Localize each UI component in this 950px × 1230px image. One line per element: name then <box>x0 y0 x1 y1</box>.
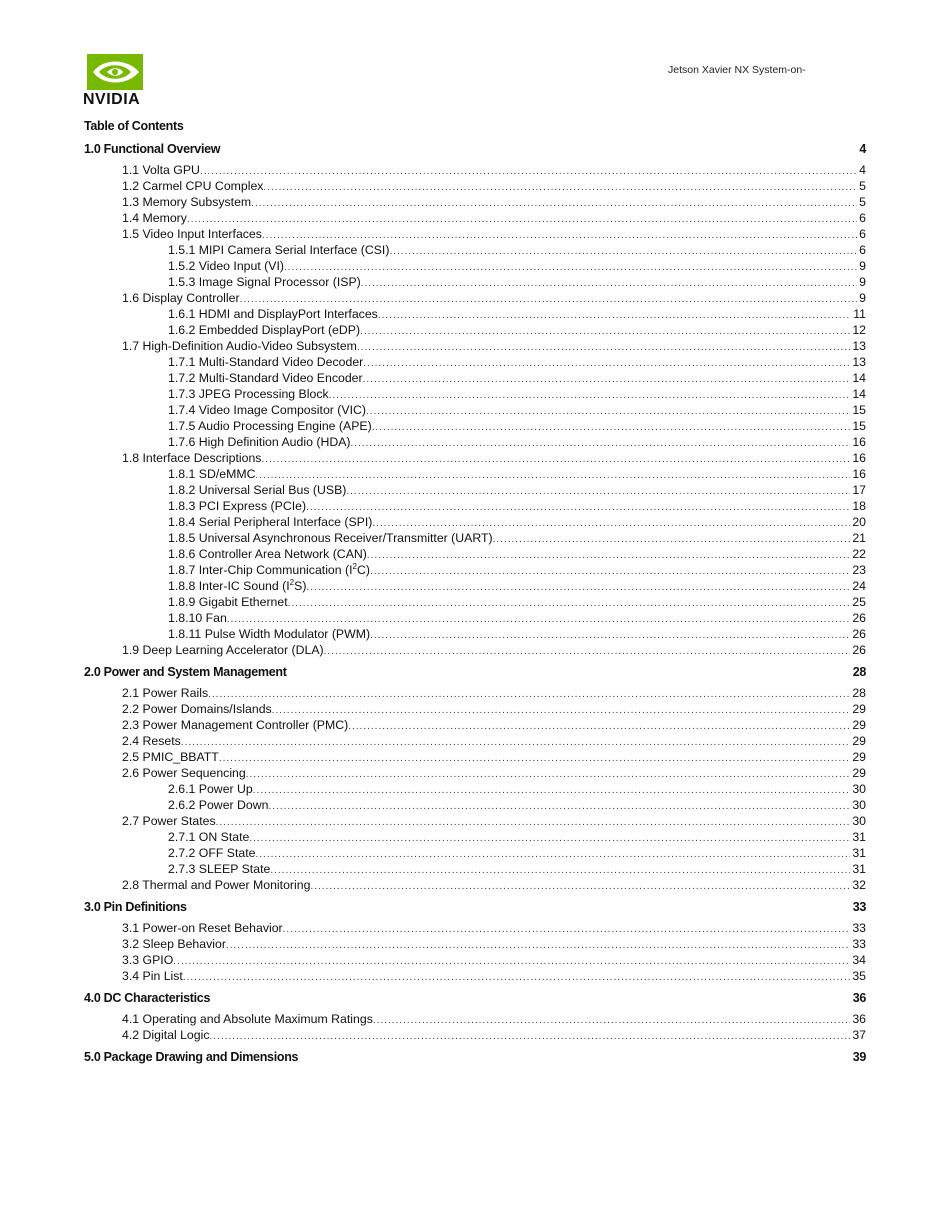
toc-entry-page: 29 <box>852 702 866 716</box>
toc-entry-title: 2.3 Power Management Controller (PMC) <box>122 718 349 732</box>
toc-entry-title: 1.7.4 Video Image Compositor (VIC) <box>168 403 366 417</box>
toc-entry-title: 2.7.1 ON State <box>168 830 250 844</box>
toc-entry-title: 1.4 Memory <box>122 211 187 225</box>
toc-leader-dots <box>366 406 850 417</box>
toc-entry-page: 23 <box>852 563 866 577</box>
toc-leader-dots <box>219 753 851 764</box>
toc-entry[interactable] <box>84 339 866 355</box>
toc-entry-page: 9 <box>859 275 866 289</box>
toc-leader-dots <box>200 166 857 177</box>
toc-entry-page: 14 <box>852 387 866 401</box>
toc-leader-dots <box>357 342 850 353</box>
toc-entry[interactable] <box>84 467 866 483</box>
toc-entry-title: 1.7.1 Multi-Standard Video Decoder <box>168 355 364 369</box>
toc-entry[interactable] <box>84 371 866 387</box>
toc-leader-dots <box>226 940 850 951</box>
toc-entry-title: 1.8.3 PCI Express (PCIe) <box>168 499 307 513</box>
toc-entry[interactable] <box>84 921 866 937</box>
toc-entry[interactable] <box>84 259 866 275</box>
toc-entry-title: 2.8 Thermal and Power Monitoring <box>122 878 311 892</box>
toc-entry-title: 1.7.6 High Definition Audio (HDA) <box>168 435 351 449</box>
toc-entry-title: 2.7.2 OFF State <box>168 846 256 860</box>
toc-entry-page: 36 <box>852 1012 866 1026</box>
toc-entry[interactable] <box>84 969 866 985</box>
toc-leader-dots <box>181 737 851 748</box>
toc-entry-page: 29 <box>852 734 866 748</box>
toc-entry-title: 1.5.3 Image Signal Processor (ISP) <box>168 275 361 289</box>
toc-entry[interactable] <box>84 1028 866 1044</box>
toc-entry-page: 29 <box>852 766 866 780</box>
toc-leader-dots <box>246 769 851 780</box>
toc-entry[interactable] <box>84 531 866 547</box>
toc-leader-dots <box>284 262 857 273</box>
toc-leader-dots <box>351 438 851 449</box>
toc-entry-title: 1.5.1 MIPI Camera Serial Interface (CSI) <box>168 243 390 257</box>
toc-entry[interactable] <box>84 387 866 403</box>
toc-leader-dots <box>227 614 851 625</box>
toc-entry-title: 1.8.8 Inter-IC Sound $(I^2S)$ <box>168 579 307 593</box>
toc-entry-page: 15 <box>852 419 866 433</box>
toc-leader-dots <box>493 534 851 545</box>
toc-entry-title: 1.7.5 Audio Processing Engine (APE) <box>168 419 372 433</box>
toc-leader-dots <box>272 705 851 716</box>
toc-entry-page: 16 <box>852 467 866 481</box>
toc-entry-title: 1.7.2 Multi-Standard Video Encoder <box>168 371 363 385</box>
toc-entry-page: 32 <box>852 878 866 892</box>
toc-leader-dots <box>261 454 850 465</box>
toc-entry[interactable] <box>84 734 866 750</box>
toc-entry-title: 1.8.4 Serial Peripheral Interface (SPI) <box>168 515 373 529</box>
toc-entry-page: 13 <box>852 339 866 353</box>
toc-entry[interactable] <box>84 830 866 846</box>
toc-section-heading[interactable] <box>84 142 866 158</box>
toc-section-title: 5.0 Package Drawing and Dimensions <box>84 1050 299 1064</box>
toc-entry-title: 2.6.2 Power Down <box>168 798 269 812</box>
toc-leader-dots <box>306 502 850 513</box>
toc-entry-title: 4.2 Digital Logic <box>122 1028 210 1042</box>
toc-leader-dots <box>346 486 850 497</box>
toc-entry-title: 1.8.11 Pulse Width Modulator (PWM) <box>168 627 371 641</box>
toc-entry[interactable] <box>84 179 866 195</box>
toc-entry[interactable] <box>84 291 866 307</box>
toc-entry-page: 26 <box>852 627 866 641</box>
toc-section-heading[interactable] <box>84 1050 866 1066</box>
toc-leader-dots <box>373 1015 850 1026</box>
toc-entry-page: 11 <box>853 307 866 321</box>
toc-entry[interactable] <box>84 798 866 814</box>
toc-entry-page: 6 <box>859 243 866 257</box>
toc-section-page: 28 <box>852 665 866 679</box>
toc-entry-title: 1.8.5 Universal Asynchronous Receiver/Transmitter (UART) <box>168 531 493 545</box>
toc-entry-title: 1.5 Video Input Interfaces <box>122 227 262 241</box>
toc-section-heading[interactable] <box>84 665 866 681</box>
toc-leader-dots <box>240 294 858 305</box>
toc-section-title: 1.0 Functional Overview <box>84 142 221 156</box>
toc-entry[interactable] <box>84 862 866 878</box>
toc-entry[interactable] <box>84 782 866 798</box>
toc-entry[interactable] <box>84 953 866 969</box>
toc-entry[interactable] <box>84 1012 866 1028</box>
toc-entry-page: 26 <box>852 611 866 625</box>
toc-entry-page: 35 <box>852 969 866 983</box>
toc-entry-title: 1.6.1 HDMI and DisplayPort Interfaces <box>168 307 378 321</box>
toc-entry-title: 3.4 Pin List <box>122 969 183 983</box>
toc-entry-page: 17 <box>852 483 866 497</box>
toc-entry-title: 1.8 Interface Descriptions <box>122 451 262 465</box>
toc-entry-page: 26 <box>852 643 866 657</box>
toc-entry-title: 1.1 Volta GPU <box>122 163 200 177</box>
toc-entry[interactable] <box>84 419 866 435</box>
toc-entry-page: 25 <box>852 595 866 609</box>
toc-entry[interactable] <box>84 846 866 862</box>
toc-entry[interactable] <box>84 627 866 643</box>
toc-entry-page: 34 <box>852 953 866 967</box>
toc-entry[interactable] <box>84 451 866 467</box>
toc-entry-title: 1.8.6 Controller Area Network (CAN) <box>168 547 367 561</box>
toc-entry-page: 33 <box>852 921 866 935</box>
toc-entry[interactable] <box>84 499 866 515</box>
toc-entry-title: 1.8.9 Gigabit Ethernet <box>168 595 288 609</box>
toc-section-page: 33 <box>852 900 866 914</box>
toc-entry-title: 2.2 Power Domains/Islands <box>122 702 272 716</box>
nvidia-logo <box>83 54 155 110</box>
toc-entry[interactable] <box>84 643 866 659</box>
toc-entry-page: 24 <box>852 579 866 593</box>
toc-entry[interactable] <box>84 403 866 419</box>
toc-leader-dots <box>208 689 850 700</box>
toc-leader-dots <box>255 470 850 481</box>
toc-entry[interactable] <box>84 766 866 782</box>
toc-leader-dots <box>361 278 857 289</box>
toc-entry-title: 2.1 Power Rails <box>122 686 209 700</box>
toc-entry-page: 29 <box>852 718 866 732</box>
toc-entry[interactable] <box>84 227 866 243</box>
toc-entry[interactable] <box>84 195 866 211</box>
toc-heading: Table of Contents <box>84 119 184 133</box>
toc-entry[interactable] <box>84 563 866 579</box>
toc-leader-dots <box>251 198 857 209</box>
toc-leader-dots <box>270 865 850 876</box>
toc-entry-title: 3.3 GPIO <box>122 953 174 967</box>
toc-entry-title: 2.6.1 Power Up <box>168 782 253 796</box>
toc-entry-title: 1.7 High-Definition Audio-Video Subsystem <box>122 339 357 353</box>
toc-entry-page: 21 <box>852 531 866 545</box>
toc-leader-dots <box>288 598 851 609</box>
toc-entry[interactable] <box>84 211 866 227</box>
toc-entry-title: 1.6.2 Embedded DisplayPort (eDP) <box>168 323 361 337</box>
toc-leader-dots <box>306 582 850 593</box>
toc-entry-page: 20 <box>852 515 866 529</box>
toc-entry-title: 4.1 Operating and Absolute Maximum Ratings <box>122 1012 373 1026</box>
toc-entry-title: 1.6 Display Controller <box>122 291 240 305</box>
toc-entry-page: 31 <box>852 846 866 860</box>
toc-leader-dots <box>268 801 850 812</box>
toc-entry[interactable] <box>84 579 866 595</box>
toc-section-heading[interactable] <box>84 900 866 916</box>
toc-entry-page: 31 <box>852 830 866 844</box>
toc-entry-page: 31 <box>852 862 866 876</box>
toc-entry-title: 2.4 Resets <box>122 734 181 748</box>
toc-entry-title: 2.7 Power States <box>122 814 216 828</box>
toc-entry[interactable] <box>84 163 866 179</box>
toc-entry[interactable] <box>84 814 866 830</box>
toc-entry-title: 1.8.10 Fan <box>168 611 227 625</box>
toc-leader-dots <box>367 550 850 561</box>
toc-section-page: 4 <box>859 142 866 156</box>
document-title: Jetson Xavier NX System-on- <box>668 64 806 76</box>
toc-entry-title: 1.9 Deep Learning Accelerator (DLA) <box>122 643 324 657</box>
toc-entry[interactable] <box>84 718 866 734</box>
toc-entry-page: 9 <box>859 259 866 273</box>
toc-entry-page: 22 <box>852 547 866 561</box>
toc-section-title: 3.0 Pin Definitions <box>84 900 187 914</box>
toc-entry-page: 37 <box>852 1028 866 1042</box>
toc-leader-dots <box>370 630 850 641</box>
toc-entry-page: 14 <box>852 371 866 385</box>
toc-entry-page: 13 <box>852 355 866 369</box>
toc-entry-page: 18 <box>852 499 866 513</box>
toc-entry[interactable] <box>84 547 866 563</box>
toc-entry[interactable] <box>84 878 866 894</box>
toc-entry-page: 29 <box>852 750 866 764</box>
toc-entry[interactable] <box>84 686 866 702</box>
toc-entry-title: 3.2 Sleep Behavior <box>122 937 226 951</box>
toc-entry[interactable] <box>84 355 866 371</box>
toc-entry-page: 9 <box>859 291 866 305</box>
toc-entry-page: 16 <box>852 451 866 465</box>
toc-entry-page: 30 <box>852 798 866 812</box>
toc-leader-dots <box>363 374 851 385</box>
toc-entry[interactable] <box>84 483 866 499</box>
toc-leader-dots <box>173 956 850 967</box>
toc-entry-page: 15 <box>852 403 866 417</box>
toc-entry[interactable] <box>84 937 866 953</box>
toc-leader-dots <box>372 518 850 529</box>
toc-entry-title: 1.7.3 JPEG Processing Block <box>168 387 329 401</box>
toc-leader-dots <box>210 1031 851 1042</box>
toc-leader-dots <box>324 646 851 657</box>
toc-leader-dots <box>329 390 851 401</box>
toc-entry-title: 3.1 Power-on Reset Behavior <box>122 921 283 935</box>
toc-entry-page: 28 <box>852 686 866 700</box>
toc-entry-page: 30 <box>852 814 866 828</box>
toc-entry-title: 1.2 Carmel CPU Complex <box>122 179 264 193</box>
toc-entry[interactable] <box>84 611 866 627</box>
toc-section-title: 2.0 Power and System Management <box>84 665 287 679</box>
brand-wordmark: NVIDIA <box>83 91 141 108</box>
toc-leader-dots <box>370 566 850 577</box>
toc-entry-title: 1.8.1 SD/eMMC <box>168 467 256 481</box>
toc-leader-dots <box>310 881 850 892</box>
toc-entry[interactable] <box>84 750 866 766</box>
toc-leader-dots <box>216 817 851 828</box>
toc-entry[interactable] <box>84 307 866 323</box>
toc-entry-page: 6 <box>859 211 866 225</box>
toc-section-title: 4.0 DC Characteristics <box>84 991 211 1005</box>
toc-section-page: 39 <box>852 1050 866 1064</box>
nvidia-eye-icon <box>87 54 143 90</box>
toc-entry[interactable] <box>84 515 866 531</box>
toc-leader-dots <box>255 849 850 860</box>
toc-leader-dots <box>378 310 851 321</box>
toc-entry-page: 30 <box>852 782 866 796</box>
toc-leader-dots <box>348 721 850 732</box>
toc-leader-dots <box>187 214 857 225</box>
toc-entry-page: 4 <box>859 163 866 177</box>
toc-entry-title: 1.5.2 Video Input (VI) <box>168 259 284 273</box>
toc-section-heading[interactable] <box>84 991 866 1007</box>
toc-entry-title: 1.8.7 Inter-Chip Communication $(I^2C)$ <box>168 563 370 577</box>
toc-leader-dots <box>363 358 850 369</box>
toc-entry-title: 2.6 Power Sequencing <box>122 766 246 780</box>
table-of-contents <box>84 142 866 1071</box>
toc-leader-dots <box>389 246 857 257</box>
toc-entry-page: 5 <box>859 195 866 209</box>
toc-entry-page: 16 <box>852 435 866 449</box>
toc-entry[interactable] <box>84 323 866 339</box>
toc-entry-page: 5 <box>859 179 866 193</box>
toc-leader-dots <box>372 422 851 433</box>
toc-leader-dots <box>253 785 851 796</box>
toc-entry[interactable] <box>84 243 866 259</box>
toc-entry-page: 12 <box>852 323 866 337</box>
toc-entry[interactable] <box>84 275 866 291</box>
toc-entry[interactable] <box>84 595 866 611</box>
toc-entry[interactable] <box>84 435 866 451</box>
toc-leader-dots <box>263 182 857 193</box>
toc-entry[interactable] <box>84 702 866 718</box>
toc-leader-dots <box>360 326 850 337</box>
toc-entry-title: 1.3 Memory Subsystem <box>122 195 252 209</box>
toc-leader-dots <box>183 972 850 983</box>
toc-entry-page: 6 <box>859 227 866 241</box>
toc-entry-title: 2.7.3 SLEEP State <box>168 862 271 876</box>
toc-section-page: 36 <box>852 991 866 1005</box>
toc-entry-title: 2.5 PMIC_BBATT <box>122 750 219 764</box>
toc-entry-title: 1.8.2 Universal Serial Bus (USB) <box>168 483 347 497</box>
toc-leader-dots <box>249 833 850 844</box>
toc-entry-page: 33 <box>852 937 866 951</box>
toc-leader-dots <box>262 230 857 241</box>
toc-leader-dots <box>283 924 851 935</box>
